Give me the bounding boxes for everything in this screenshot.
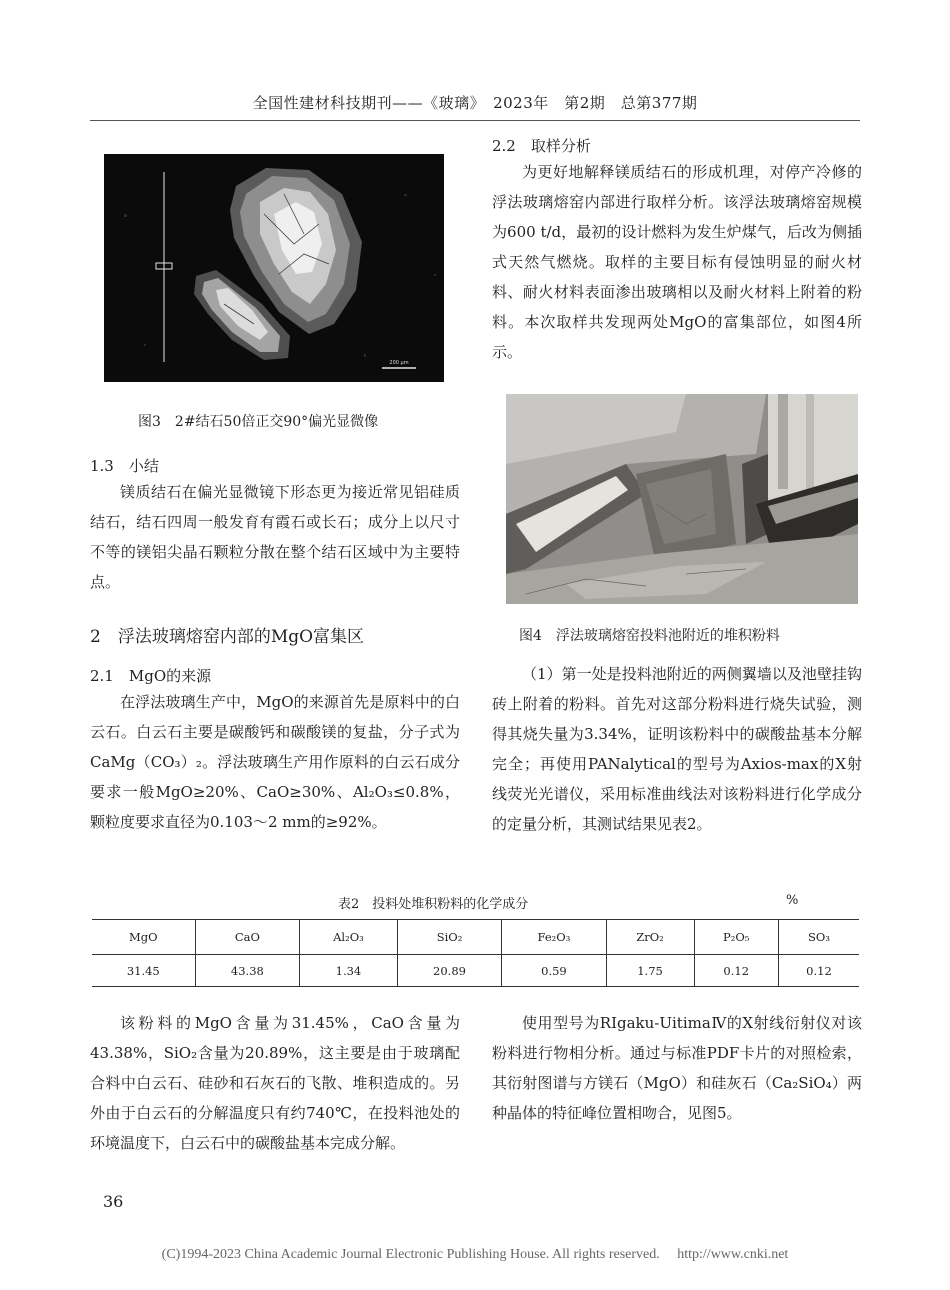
figure-3-caption: 图3 2#结石50倍正交90°偏光显微像 <box>138 414 379 430</box>
table-2-unit: % <box>786 893 799 908</box>
section-2-2-paragraph: 为更好地解释镁质结石的形成机理，对停产冷修的浮法玻璃熔窑内部进行取样分析。该浮法玻璃熔窑规模为600 t/d，最初的设计燃料为发生炉煤气，后改为侧插式天然气燃烧。取样的主要目标有侵蚀明显的耐火材料、耐火材料表面渗出玻璃相以及耐火材料上附着的粉料。本次取样共发现两处MgO的富集部位，如图4所示。 <box>492 163 862 361</box>
table-cell: 31.45 <box>126 963 160 978</box>
figure-4-caption: 图4 浮法玻璃熔窑投料池附近的堆积粉料 <box>519 628 780 644</box>
section-2-1-title: 2.1 MgO的来源 <box>90 667 212 685</box>
column-header: P₂O₅ <box>694 920 778 955</box>
running-header: 全国性建材科技期刊——《玻璃》 2023年 第2期 总第377期 <box>252 94 698 112</box>
section-1-3-paragraph: 镁质结石在偏光显微镜下形态更为接近常见铝硅质结石，结石四周一般发育有霞石或长石；成分上以尺寸不等的镁铝尖晶石颗粒分散在整个结石区域中为主要特点。 <box>90 483 460 591</box>
section-1-3-title: 1.3 小结 <box>90 457 159 475</box>
copyright-footer: (C)1994-2023 China Academic Journal Electronic Publishing House. All rights reserved. http://www.cnki.net <box>161 1247 789 1262</box>
table-cell: 20.89 <box>397 955 502 987</box>
table-cell: 0.12 <box>778 955 859 987</box>
table-cell: 1.34 <box>300 955 398 987</box>
table-cell: 1.75 <box>606 955 694 987</box>
micrograph-image <box>104 154 444 382</box>
column-header: SiO₂ <box>397 920 502 955</box>
kiln-photo-image <box>506 394 858 604</box>
page-number: 36 <box>103 1192 124 1211</box>
section-2-1-paragraph: 在浮法玻璃生产中，MgO的来源首先是原料中的白云石。白云石主要是碳酸钙和碳酸镁的复盐，分子式为CaMg（CO₃）₂。浮法玻璃生产用作原料的白云石成分要求一般MgO≥20%、CaO≥30%、Al₂O₃≤0.8%，颗粒度要求直径为0.103～2 mm的≥92%。 <box>90 693 460 831</box>
table-row <box>92 955 859 987</box>
column-header: MgO <box>92 920 195 955</box>
right-after-table-paragraph: 使用型号为RIgaku-UitimaⅣ的X射线衍射仪对该粉料进行物相分析。通过与标准PDF卡片的对照检索，其衍射图谱与方镁石（MgO）和硅灰石（Ca₂SiO₄）两种晶体的特征峰位置相吻合，见图5。 <box>492 1014 862 1122</box>
column-header: Al₂O₃ <box>300 920 398 955</box>
section-2-title: 2 浮法玻璃熔窑内部的MgO富集区 <box>90 627 365 647</box>
section-2-2-title: 2.2 取样分析 <box>492 137 591 155</box>
item-1-paragraph: （1）第一处是投料池附近的两侧翼墙以及池壁挂钩砖上附着的粉料。首先对这部分粉料进行烧失试验，测得其烧失量为3.34%，证明该粉料中的碳酸盐基本分解完全；再使用PANalytical的型号为Axios-max的X射线荧光光谱仪，采用标准曲线法对该粉料进行化学成分的定量分析，其测试结果见表2。 <box>492 665 862 833</box>
table-cell: 0.59 <box>502 955 606 987</box>
column-header: SO₃ <box>778 920 859 955</box>
table-2 <box>92 919 859 987</box>
figure-4-photo <box>506 394 858 604</box>
figure-3-micrograph <box>104 154 444 382</box>
table-cell: 0.12 <box>694 955 778 987</box>
left-after-table-paragraph: 该粉料的MgO含量为31.45%，CaO含量为43.38%，SiO₂含量为20.89%，这主要是由于玻璃配合料中白云石、硅砂和石灰石的飞散、堆积造成的。另外由于白云石的分解温度只有约740℃，在投料池处的环境温度下，白云石中的碳酸盐基本完成分解。 <box>90 1014 460 1152</box>
table-2-caption: 表2 投料处堆积粉料的化学成分 <box>338 897 529 912</box>
scale-bar-label: 200 μm <box>389 360 409 366</box>
column-header: Fe₂O₃ <box>502 920 606 955</box>
header-rule <box>90 120 860 121</box>
column-header: ZrO₂ <box>606 920 694 955</box>
table-header-row <box>92 920 859 955</box>
table-cell: 43.38 <box>195 955 300 987</box>
column-header: CaO <box>195 920 300 955</box>
